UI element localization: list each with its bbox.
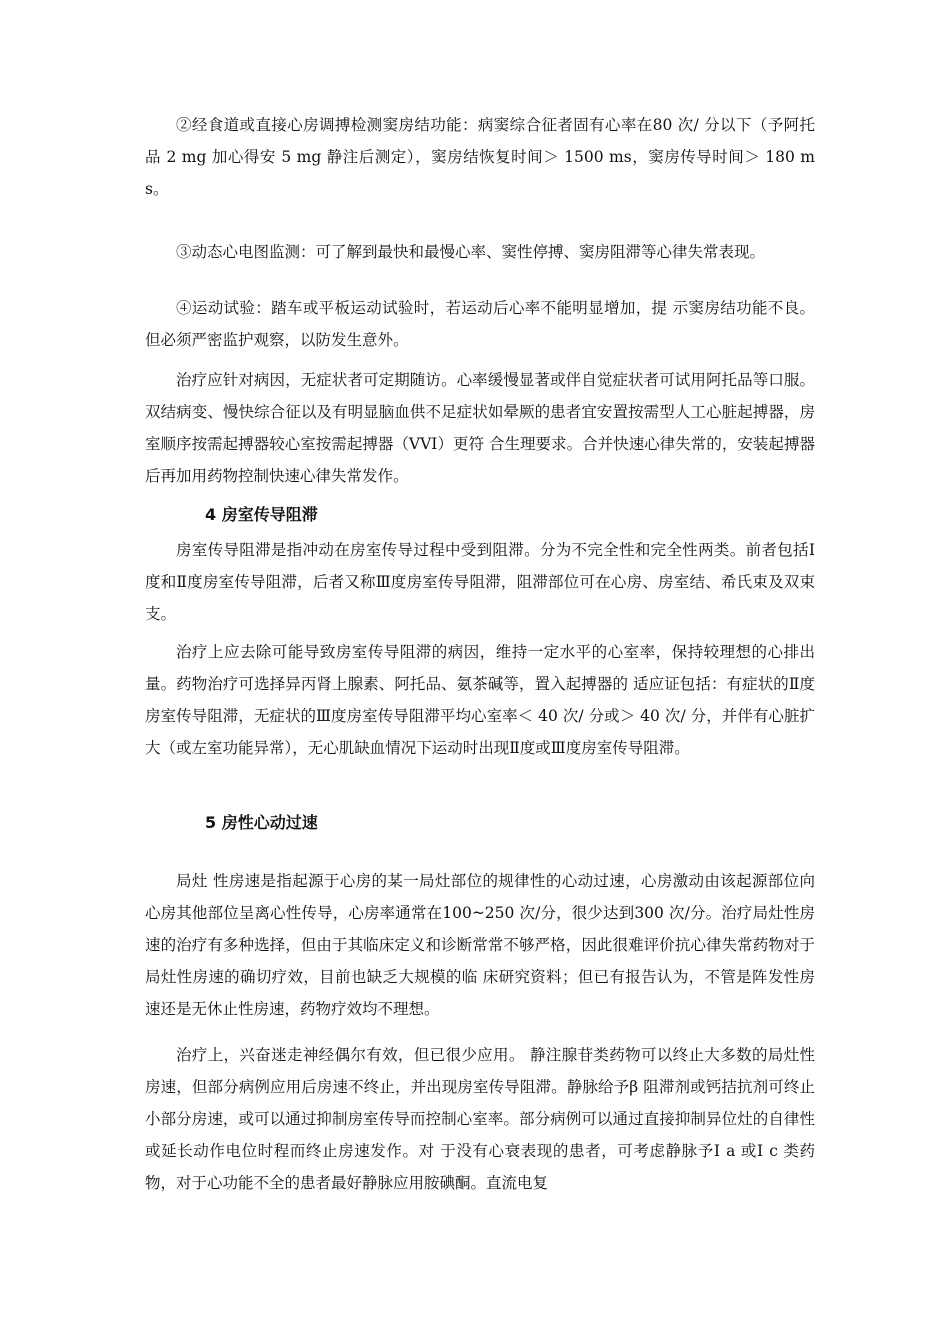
paragraph-holter-monitoring: ③动态心电图监测：可了解到最快和最慢心率、窦性停搏、窦房阻滞等心律失常表现。 bbox=[176, 243, 766, 261]
paragraph-av-block-definition: 房室传导阻滞是指冲动在房室传导过程中受到阻滞。分为不完全性和完全性两类。前者包括Ⅰ度和Ⅱ度房室传导阻滞，后者又称Ⅲ度房室传导阻滞，阻滞部位可在心房、房室结、希氏束及双束支。 bbox=[145, 541, 815, 623]
paragraph-exercise-test: ④运动试验：踏车或平板运动试验时，若运动后心率不能明显增加，提 示窦房结功能不良。但必须严密监护观察，以防发生意外。 bbox=[145, 299, 815, 349]
paragraph-sinus-node-test: ②经食道或直接心房调搏检测窦房结功能：病窦综合征者固有心率在80 次/ 分以下（予阿托品 2 mg 加心得安 5 mg 静注后测定），窦房结恢复时间＞ 1500 ms，窦房传导时间＞ 180 ms。 bbox=[145, 116, 815, 198]
paragraph-treatment-sick-sinus: 治疗应针对病因，无症状者可定期随访。心率缓慢显著或伴自觉症状者可试用阿托品等口服。双结病变、慢快综合征以及有明显脑血供不足症状如晕厥的患者宜安置按需型人工心脏起搏器，房室顺序按需起搏器较心室按需起搏器（VVI）更符 合生理要求。合并快速心律失常的，安装起搏器后再加用药物控制快速心律失常发作。 bbox=[145, 371, 815, 485]
paragraph-focal-atrial-tachycardia: 局灶 性房速是指起源于心房的某一局灶部位的规律性的心动过速，心房激动由该起源部位向心房其他部位呈离心性传导，心房率通常在100~250 次/分，很少达到300 次/分。治疗局灶性房速的治疗有多种选择，但由于其临床定义和诊断常常不够严格，因此很难评价抗心律失常药物对于局灶性房速的确切疗效，目前也缺乏大规模的临 床研究资料；但已有报告认为，不管是阵发性房速还是无休止性房速，药物疗效均不理想。 bbox=[145, 872, 815, 1018]
paragraph-av-block-treatment: 治疗上应去除可能导致房室传导阻滞的病因，维持一定水平的心室率，保持较理想的心排出量。药物治疗可选择异丙肾上腺素、阿托品、氨茶碱等，置入起搏器的 适应证包括：有症状的Ⅱ度房室传导阻滞，无症状的Ⅲ度房室传导阻滞平均心室率＜ 40 次/ 分或＞ 40 次/ 分，并伴有心脏扩大（或左室功能异常），无心肌缺血情况下运动时出现Ⅱ度或Ⅲ度房室传导阻滞。 bbox=[145, 643, 815, 757]
paragraph-atrial-tachycardia-treatment: 治疗上，兴奋迷走神经偶尔有效，但已很少应用。 静注腺苷类药物可以终止大多数的局灶性房速，但部分病例应用后房速不终止，并出现房室传导阻滞。静脉给予β 阻滞剂或钙拮抗剂可终止小部分房速，或可以通过抑制房室传导而控制心室率。部分病例可以通过直接抑制异位灶的自律性或延长动作电位时程而终止房速发作。对 于没有心衰表现的患者，可考虑静脉予Ⅰ a 或Ⅰ c 类药物，对于心功能不全的患者最好静脉应用胺碘酮。直流电复 bbox=[145, 1046, 815, 1192]
heading-av-block: 4 房室传导阻滞 bbox=[205, 505, 318, 524]
heading-atrial-tachycardia: 5 房性心动过速 bbox=[205, 813, 318, 832]
